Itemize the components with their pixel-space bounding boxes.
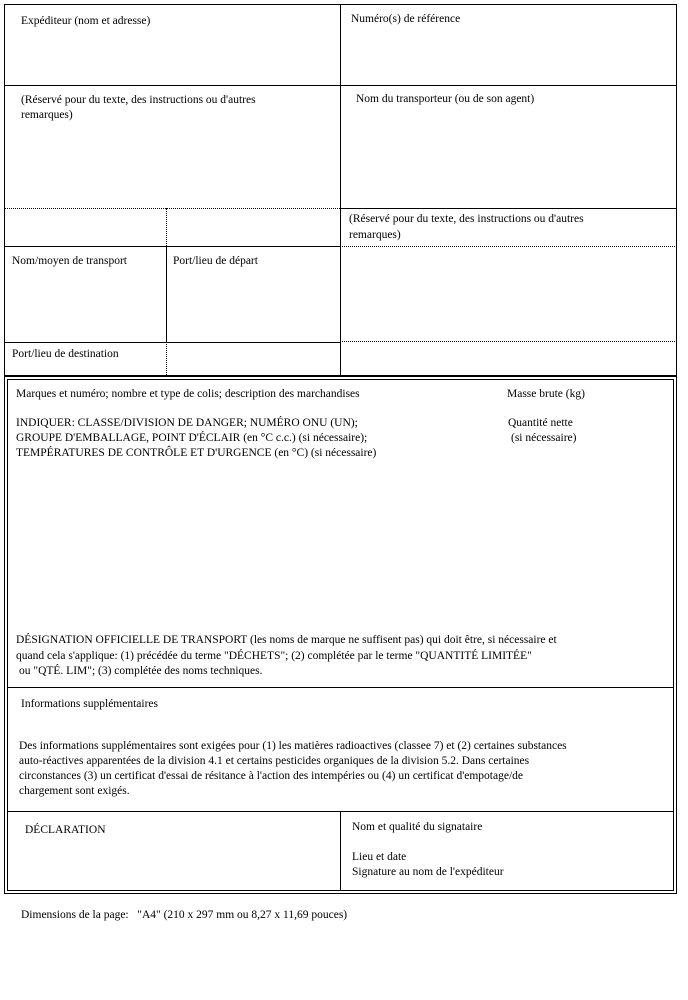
designation-line-2: quand cela s'applique: (1) précédée du terme "DÉCHETS"; (2) complétée par le terme "QUANTITÉ LIMITÉE" bbox=[16, 650, 532, 662]
indiquer-line-1: INDIQUER: CLASSE/DIVISION DE DANGER; NUMÉRO ONU (UN); bbox=[16, 417, 358, 429]
lower-frame-top-outer bbox=[4, 376, 677, 377]
left-row3-divider-line bbox=[4, 246, 340, 247]
designation-line-3: ou "QTÉ. LIM"; (3) complétée des noms techniques. bbox=[19, 665, 263, 677]
quantite-nette-label: Quantité nette bbox=[508, 417, 573, 429]
signataire-label: Nom et qualité du signataire bbox=[352, 821, 483, 833]
info-line-3: circonstances (3) un certificat d'essai de résitance à l'action des intempéries ou (4) un certificat d'empotage/de bbox=[19, 770, 524, 782]
indiquer-line-3: TEMPÉRATURES DE CONTRÔLE ET D'URGENCE (en °C) (si nécessaire) bbox=[16, 447, 377, 459]
frame-right-line bbox=[676, 4, 677, 375]
left-vertical-divider bbox=[166, 246, 167, 342]
right-row2-divider-line bbox=[340, 208, 677, 209]
info-line-1: Des informations supplémentaires sont exigées pour (1) les matières radioactives (classee 7) et (2) certaines substances bbox=[19, 740, 567, 752]
declaration-vertical-line bbox=[340, 811, 341, 891]
moyen-transport-label: Nom/moyen de transport bbox=[12, 255, 127, 267]
lower-frame-left-outer bbox=[4, 376, 5, 894]
info-line-4: chargement sont exigés. bbox=[19, 785, 130, 797]
port-destination-label: Port/lieu de destination bbox=[12, 348, 119, 360]
port-depart-label: Port/lieu de départ bbox=[173, 255, 258, 267]
page-dimensions-note: Dimensions de la page: "A4" (210 x 297 mm ou 8,27 x 11,69 pouces) bbox=[21, 909, 348, 921]
info-line-2: auto-réactives apparentées de la division 4.1 et certains pesticides organiques de la division 5.2. Dans certaines bbox=[19, 755, 530, 767]
row1-divider-line bbox=[4, 85, 677, 86]
lower-frame-right-inner bbox=[673, 379, 674, 891]
lower-frame-top-inner bbox=[7, 379, 674, 380]
reserve-right-line-2: remarques) bbox=[349, 229, 401, 241]
reference-label: Numéro(s) de référence bbox=[351, 13, 461, 25]
declaration-title: DÉCLARATION bbox=[25, 824, 106, 836]
left-dotted-vertical-2 bbox=[166, 342, 167, 375]
indiquer-line-2: GROUPE D'EMBALLAGE, POINT D'ÉCLAIR (en °C c.c.) (si nécessaire); bbox=[16, 432, 368, 444]
right-dotted-divider-1 bbox=[340, 246, 677, 247]
masse-brute-label: Masse brute (kg) bbox=[507, 388, 585, 400]
designation-line-1: DÉSIGNATION OFFICIELLE DE TRANSPORT (les noms de marque ne suffisent pas) qui doit être, si nécessaire et bbox=[16, 634, 557, 646]
lieu-date-label: Lieu et date bbox=[352, 851, 407, 863]
signature-label: Signature au nom de l'expéditeur bbox=[352, 866, 504, 878]
reserve-left-line-2: remarques) bbox=[21, 109, 73, 121]
reserve-left-line-1: (Réservé pour du texte, des instructions ou d'autres bbox=[21, 94, 256, 106]
quantite-nette-note: (si nécessaire) bbox=[511, 432, 577, 444]
reserve-right-line-1: (Réservé pour du texte, des instructions ou d'autres bbox=[349, 213, 584, 225]
right-dotted-divider-2 bbox=[340, 341, 677, 342]
lower-frame-bottom-outer bbox=[4, 893, 677, 894]
left-row4-divider-line bbox=[4, 342, 340, 343]
center-divider-line bbox=[340, 4, 341, 375]
frame-left-line bbox=[4, 4, 5, 375]
lower-frame-left-inner bbox=[7, 379, 8, 891]
lower-frame-right-outer bbox=[676, 376, 677, 894]
left-dotted-divider bbox=[4, 208, 340, 209]
left-dotted-vertical-1 bbox=[166, 208, 167, 246]
expediteur-label: Expéditeur (nom et adresse) bbox=[21, 15, 151, 27]
info-title: Informations supplémentaires bbox=[21, 698, 159, 710]
goods-divider-line bbox=[7, 687, 674, 688]
transporteur-label: Nom du transporteur (ou de son agent) bbox=[356, 93, 535, 105]
marques-label: Marques et numéro; nombre et type de colis; description des marchandises bbox=[16, 388, 360, 400]
